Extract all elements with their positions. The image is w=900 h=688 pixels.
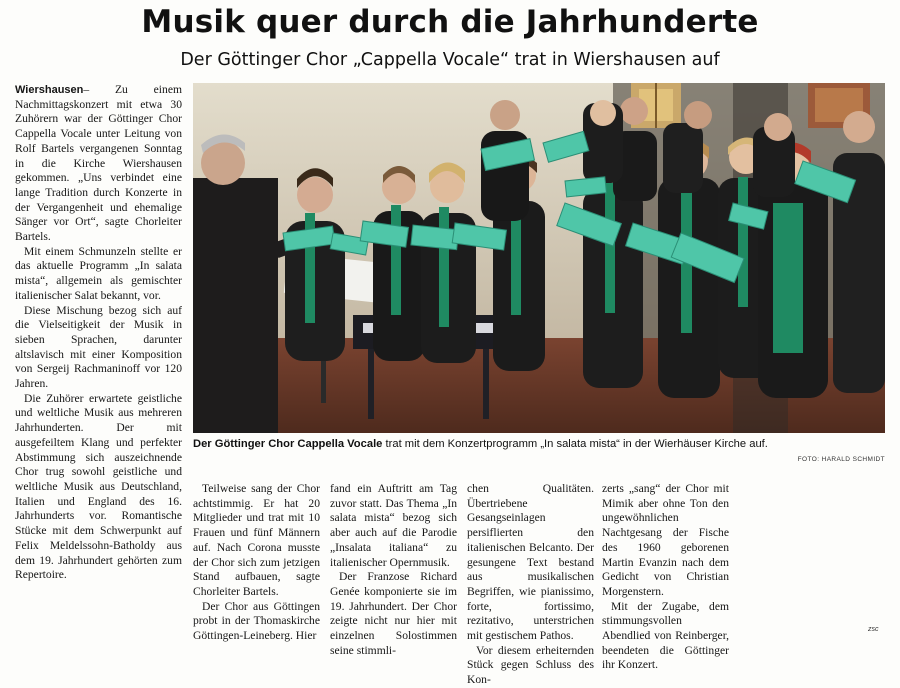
- paragraph: Diese Mischung bezog sich auf die Vielseitigkeit der Musik in sieben Sprachen, darunter altslavisch mit einer Komposition von Sergeij Rachmaninoff vor 120 Jahren.: [15, 303, 182, 391]
- article-column-4: [467, 482, 594, 687]
- paragraph: Mit der Zugabe, dem stimmungsvollen Abendlied von Reinberger, beendeten die Göttinger ihr Konzert.: [602, 599, 729, 672]
- headline: Musik quer durch die Jahrhunderte: [141, 4, 759, 40]
- paragraph: fand ein Auftritt am Tag zuvor statt. Das Thema „In salata mista“ bezog sich aber auch auf die Parodie „Insalata italiana“ zu italienischer Opernmusik.: [330, 482, 457, 569]
- photo-caption-bold: Der Göttinger Chor Cappella Vocale: [193, 438, 383, 450]
- paragraph: Vor diesem erheiternden Stück gegen Schluss des Kon-: [467, 643, 594, 687]
- article-column-3: [330, 482, 457, 657]
- paragraph: Der Franzose Richard Genée komponierte sie im 19. Jahrhundert. Der Chor zeigte nicht nur hier mit einzelnen Solostimmen seine stimmli-: [330, 570, 457, 657]
- paragraph: chen Qualitäten. Übertriebene Gesangseinlagen persiflierten den italienischen Belcanto. Der gesungene Text bestand aus musikalischen Begriffen, wie pianissimo, forte, fortissimo, rezitativo, unterstrichen mit gestischem Pathos.: [467, 482, 594, 643]
- article-column-5: [602, 482, 729, 672]
- paragraph: Die Zuhörer erwartete geistliche und weltliche Musik aus mehreren Jahrhunderten. Der mit ausgefeiltem Klang und perfekter Abstimmung sich auszeichnende Chor trug sowohl geistliche und weltliche Musik aus Deutschland, Italien und England des 16. Jahrhunderts vor. Romantische Stücke mit dem Schwerpunkt auf Felix Meldelssohn-Batholdy aus dem 19. Jahrhundert gehörten zum Repertoire.: [15, 391, 182, 582]
- photo-caption-text: trat mit dem Konzertprogramm „In salata mista“ in der Wierhäuser Kirche auf.: [382, 438, 768, 450]
- paragraph-text: – Zu einem Nachmittagskonzert mit etwa 30 Zuhörern war der Göttinger Chor Cappella Vocale unter Leitung von Rolf Bartels vergangenen Sonntag in die Kirche Wiershausen gekommen. „Uns verbindet eine lange Tradition durch Konzerte in der Vergangenheit und ehemalige Sänger vor Ort“, sagte Chorleiter Bartels.: [15, 83, 182, 244]
- author-signature: zsc: [868, 626, 879, 633]
- subheadline: Der Göttinger Chor „Cappella Vocale“ trat in Wiershausen auf: [180, 50, 720, 70]
- choir-photo: [193, 83, 885, 433]
- photo-credit: FOTO: HARALD SCHMIDT: [797, 456, 885, 463]
- paragraph: Teilweise sang der Chor achtstimmig. Er hat 20 Mitglieder und trat mit 10 Frauen und fünf Männern auf. Nach Corona musste der Chor sich zum jetzigen Stand aufbauen, sagte Chorleiter Bartels.: [193, 482, 320, 598]
- paragraph: Der Chor aus Göttingen probt in der Thomaskirche Göttingen-Leineberg. Hier: [193, 599, 320, 643]
- paragraph: [15, 83, 182, 245]
- photo-caption: [193, 438, 885, 450]
- article-column-1: [15, 83, 182, 650]
- dateline: Wiershausen: [15, 84, 84, 96]
- paragraph: Mit einem Schmunzeln stellte er das aktuelle Programm „In salata mista“, allgemein als gemischter italienischer Salat bekannt, vor.: [15, 244, 182, 302]
- paragraph: zerts „sang“ der Chor mit Mimik aber ohne Ton den ungewöhnlichen Nachtgesang der Fische des 1960 geborenen Martin Evanzin nach dem Gedicht von Christian Morgenstern.: [602, 482, 729, 598]
- article-column-2: [193, 482, 320, 642]
